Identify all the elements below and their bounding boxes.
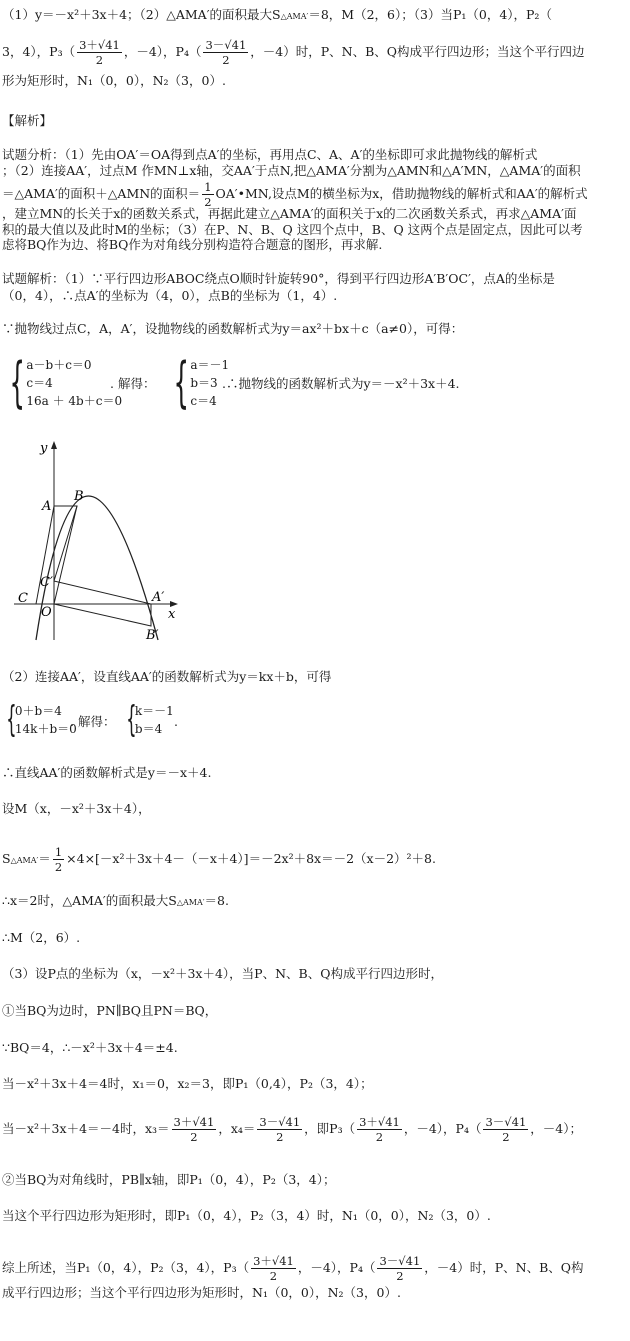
label-C: C	[18, 591, 28, 606]
part2-line: ∴M（2，6）.	[2, 930, 81, 945]
equation-system-2: { a＝－1 b＝3 c＝4	[173, 351, 230, 414]
fraction: $\frac{3-√41}{2}$	[379, 1254, 421, 1283]
part3-line: 当－x²＋3x＋4＝－4时，x₃＝ $\frac{3+√41}{2}$ ，x₄＝ $\frac{3-√41}{2}$ ，即P₃（ $\frac{3+√41}{2}$ ，－4），P₄（ $\frac{3-√41}{2}$ ，－4）；	[2, 1115, 582, 1144]
analysis-line: ，建立MN的长关于x的函数关系式，再据此建立△AMA′的面积关于x的二次函数关系式，再求△AMA′面	[2, 206, 577, 221]
fraction: $\frac{1}{2}$	[54, 845, 63, 874]
solve-label: . 解得：	[110, 376, 156, 391]
answer-line-3: 形为矩形时，N₁（0，0），N₂（3，0）.	[2, 73, 226, 88]
solution-line: （0，4），∴点A′的坐标为（4，0），点B的坐标为（1，4）.	[2, 288, 338, 303]
solution-line: ∵抛物线过点C，A，A′，设抛物线的函数解析式为y＝ax²＋bx＋c（a≠0），可得：	[2, 321, 464, 336]
answer-line-2: 3，4），P₃（ $\frac{3+√41}{2}$ ，－4），P₄（ $\frac{3-√41}{2}$ ，－4）时，P、N、B、Q构成平行四边形；当这个平行四边	[2, 38, 585, 67]
label-O: O	[41, 605, 52, 620]
solution-line: 试题解析：（1）∵平行四边形ABOC绕点O顺时针旋转90°，得到平行四边形A′B′OC′，点A的坐标是	[2, 271, 555, 286]
analysis-line: ；（2）连接AA′，过点M 作MN⊥x轴，交AA′于点N,把△AMA′分割为△AMN和△A′MN，△AMA′的面积	[2, 163, 581, 178]
equation-system-3: { 0＋b＝4 14k＋b＝0	[6, 699, 77, 740]
line-B-Cp	[54, 506, 77, 581]
part3-line: （3）设P点的坐标为（x，－x²＋3x＋4），当P、N、B、Q构成平行四边形时，	[2, 966, 443, 981]
parabola-graph	[8, 436, 184, 642]
part3-line: 成平行四边形；当这个平行四边形为矩形时，N₁（0，0），N₂（3，0）.	[2, 1285, 401, 1300]
brace: {	[9, 351, 25, 414]
solve-label: . 解得：	[70, 714, 116, 729]
period: .	[174, 714, 178, 729]
label-C-prime: C′	[40, 575, 53, 590]
fraction: $\frac{3-√41}{2}$	[205, 38, 247, 67]
fraction: $\frac{3+√41}{2}$	[253, 1254, 294, 1283]
analysis-line: 虑将BQ作为边、将BQ作为对角线分别构造符合题意的图形，再求解.	[2, 237, 383, 252]
label-B: B	[74, 489, 84, 504]
equation-system-4: { k＝－1 b＝4	[126, 699, 174, 740]
analysis-line: 试题分析：（1）先由OA′＝OA得到点A′的坐标，再用点C、A、A′的坐标即可求此抛物线的解析式	[2, 147, 538, 162]
label-x: x	[168, 607, 176, 622]
brace: {	[126, 699, 137, 740]
parabola-result: .∴抛物线的函数解析式为y＝－x²＋3x＋4.	[222, 376, 460, 391]
part2-line: ∴x＝2时，△AMA′的面积最大S△AMA′＝8.	[2, 893, 229, 908]
part3-line: 综上所述，当P₁（0，4），P₂（3，4），P₃（ $\frac{3+√41}{2}$ ，－4），P₄（ $\frac{3-√41}{2}$ ，－4）时，P、N、B、Q构	[2, 1254, 584, 1283]
brace: {	[6, 699, 17, 740]
fraction: $\frac{3+√41}{2}$	[359, 1115, 400, 1144]
analysis-line: ＝△AMA′的面积＋△AMN的面积＝ $\frac{1}{2}$ OA′•MN,设点M的横坐标为x，借助抛物线的解析式和AA′的解析式	[2, 180, 588, 209]
part3-line: ②当BQ为对角线时，PB∥x轴，即P₁（0，4），P₂（3，4）；	[2, 1172, 336, 1187]
part3-line: 当这个平行四边形为矩形时，即P₁（0，4），P₂（3，4）时，N₁（0，0），N₂（3，0）.	[2, 1208, 491, 1223]
brace: {	[173, 351, 189, 414]
part3-line: 当－x²＋3x＋4＝4时，x₁＝0，x₂＝3，即P₁（0,4），P₂（3，4）；	[2, 1076, 373, 1091]
analysis-heading: 【解析】	[2, 113, 53, 128]
part3-line: ∵BQ＝4，∴－x²＋3x＋4＝±4.	[2, 1040, 178, 1055]
part2-line: 设M（x，－x²＋3x＋4），	[2, 801, 151, 816]
answer-line-1: （1）y＝－x²＋3x＋4；（2）△AMA′的面积最大S△AMA′＝8，M（2，6）；（3）当P₁（0，4），P₂（	[2, 7, 552, 22]
part3-line: ①当BQ为边时，PN∥BQ且PN＝BQ，	[2, 1003, 218, 1018]
label-B-prime: B′	[146, 628, 159, 642]
fraction: $\frac{3-√41}{2}$	[259, 1115, 301, 1144]
y-axis-arrow	[51, 441, 57, 449]
equation-system-1: { a－b＋c＝0 c＝4 16a ＋ 4b＋c＝0	[9, 351, 123, 414]
fraction: $\frac{1}{2}$	[204, 180, 212, 209]
area-formula: S△AMA′＝ $\frac{1}{2}$ ×4×[－x²＋3x＋4－（－x＋4）]＝－2x²＋8x＝－2（x－2）²＋8.	[2, 845, 436, 874]
part2-line: （2）连接AA′，设直线AA′的函数解析式为y＝kx＋b，可得	[2, 669, 332, 684]
part2-line: ∴直线AA′的函数解析式是y＝－x＋4.	[2, 765, 212, 780]
analysis-line: 积的最大值以及此时M的坐标；（3）在P、N、B、Q 这四个点中，B、Q 这两个点是固定点，因此可以考	[2, 222, 583, 237]
fraction: $\frac{3+√41}{2}$	[173, 1115, 215, 1144]
label-y: y	[40, 441, 48, 456]
label-A: A	[42, 499, 52, 514]
fraction: $\frac{3-√41}{2}$	[485, 1115, 527, 1144]
label-A-prime: A′	[152, 590, 165, 605]
fraction: $\frac{3+√41}{2}$	[79, 38, 120, 67]
